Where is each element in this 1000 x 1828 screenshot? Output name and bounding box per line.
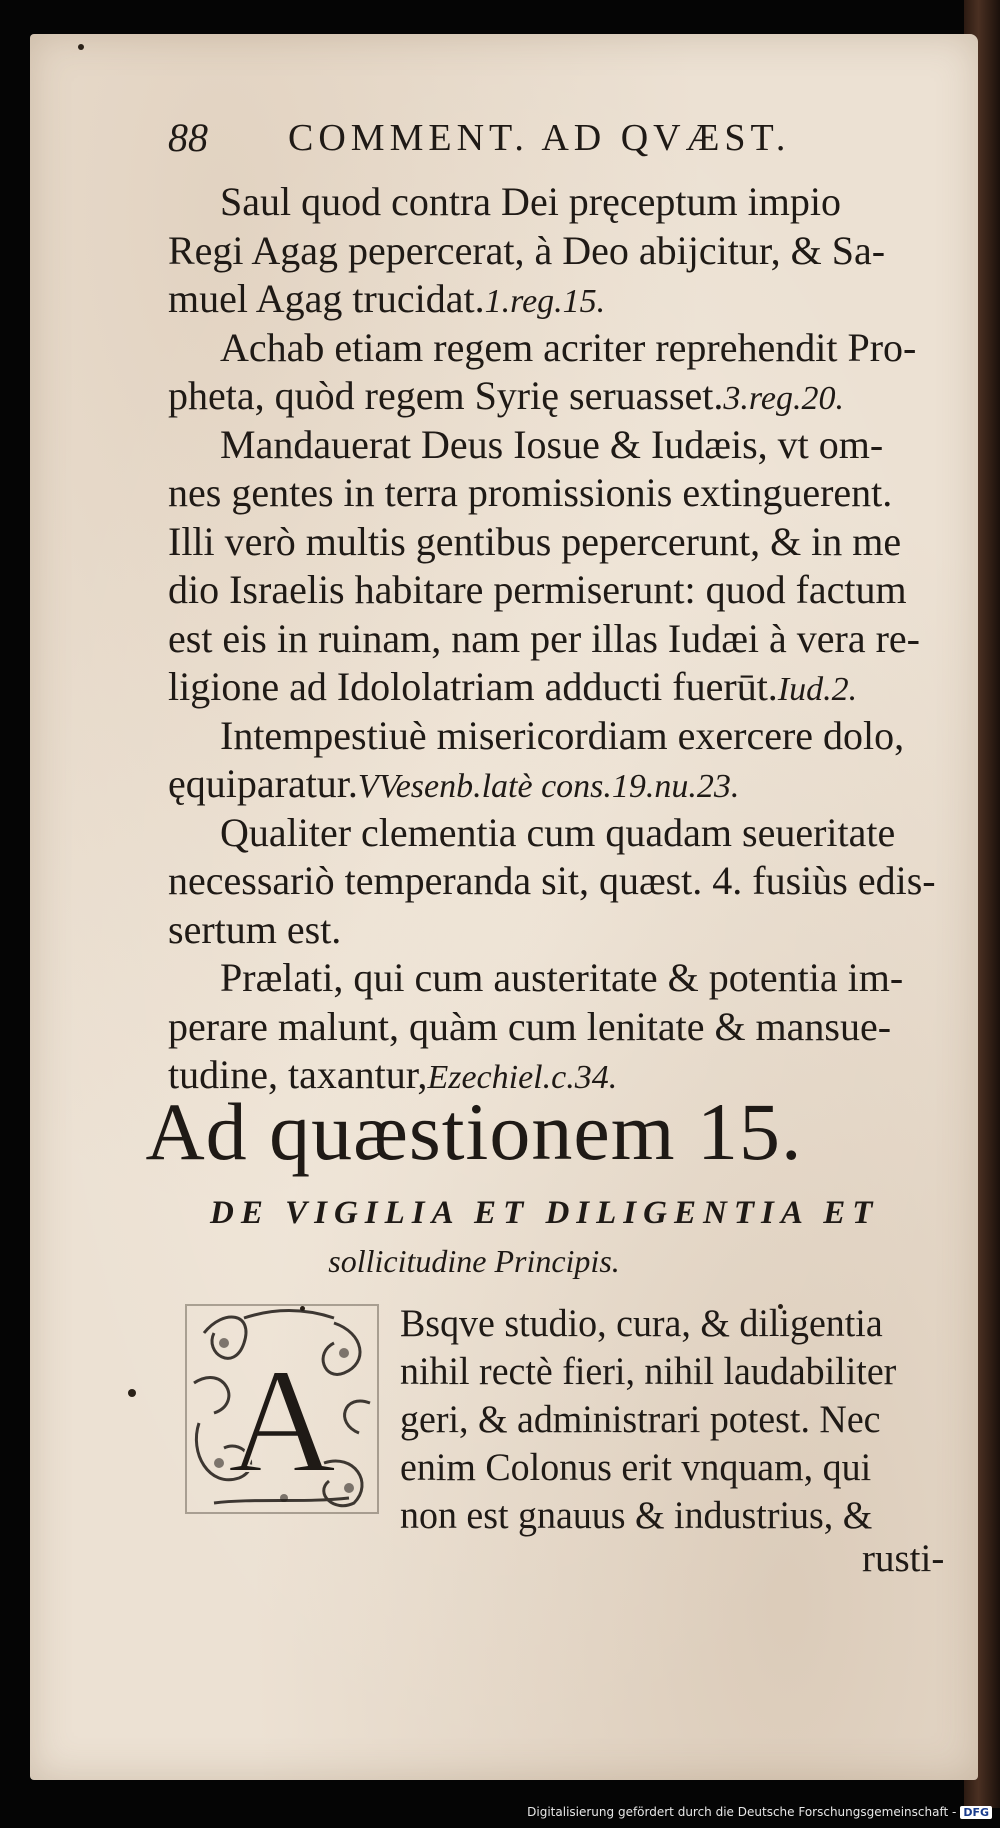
text-line	[168, 712, 948, 761]
line-text: muel Agag trucidat.	[168, 276, 485, 321]
text-line	[168, 663, 948, 712]
line-text: Saul quod contra Dei pręceptum impio	[220, 179, 841, 224]
line-text: Intempestiuè misericordiam exercere dolo,	[220, 712, 905, 758]
text-line	[168, 227, 948, 276]
line-text: Achab etiam regem acriter reprehendit Pro-	[220, 324, 917, 370]
text-line	[168, 1003, 948, 1052]
running-title: COMMENT. AD QVÆST.	[288, 117, 791, 159]
text-line	[168, 372, 948, 421]
line-text: dio Israelis habitare permiserunt: quod factum	[168, 567, 907, 612]
page-number: 88	[168, 115, 208, 160]
body-line: enim Colonus erit vnquam, qui	[400, 1446, 872, 1489]
chapter-body-text	[400, 1300, 960, 1540]
body-line: nihil rectè fieri, nihil laudabiliter	[400, 1350, 897, 1393]
body-line: Bsqve studio, cura, & diligentia	[400, 1302, 883, 1345]
text-line	[168, 469, 948, 518]
line-text: tudine, taxantur,	[168, 1052, 428, 1097]
text-line	[168, 615, 948, 664]
line-text: Mandauerat Deus Iosue & Iudæis, vt om-	[220, 421, 884, 467]
citation-reference: 1.reg.15.	[484, 283, 606, 320]
running-header	[168, 114, 848, 170]
line-text: sertum est.	[168, 906, 342, 952]
line-text: Qualiter clementia cum quadam seueritate	[220, 809, 896, 855]
ink-speck	[128, 1389, 136, 1397]
catchword: rusti-	[862, 1537, 945, 1580]
citation-reference: Iud.2.	[777, 671, 858, 708]
line-text: pheta, quòd regem Syrię seruasset.	[168, 373, 724, 418]
digitization-footer	[527, 1802, 992, 1822]
text-line	[168, 518, 948, 567]
line-text: perare malunt, quàm cum lenitate & mansue-	[168, 1003, 892, 1049]
section-subtitle-line-1: DE VIGILIA ET DILIGENTIA ET	[210, 1195, 880, 1231]
line-text: Illi verò multis gentibus pepercerunt, & in me	[168, 518, 902, 564]
ornament-initial-icon	[184, 1303, 380, 1515]
footer-credit: Digitalisierung gefördert durch die Deutsche Forschungsgemeinschaft -	[527, 1805, 957, 1819]
dfg-logo: DFG	[960, 1806, 992, 1819]
initial-letter-glyph: A	[227, 1338, 337, 1504]
text-line	[168, 857, 948, 906]
ink-speck	[78, 44, 84, 50]
text-line	[168, 178, 948, 227]
line-text: ligione ad Idololatriam adducti fuerūt.	[168, 664, 778, 709]
text-line	[168, 275, 948, 324]
text-line	[168, 809, 948, 858]
line-text: necessariò temperanda sit, quæst. 4. fusiùs edis-	[168, 858, 936, 903]
line-text: ęquiparatur.	[168, 761, 358, 806]
line-text: Regi Agag pepercerat, à Deo abijcitur, & Sa-	[168, 227, 886, 273]
line-text: est eis in ruinam, nam per illas Iudæi à vera re-	[168, 615, 920, 661]
decorated-initial-letter	[184, 1303, 380, 1515]
text-line	[168, 906, 948, 955]
text-line	[168, 566, 948, 615]
citation-reference: 3.reg.20.	[723, 380, 844, 417]
body-line: geri, & administrari potest. Nec	[400, 1398, 881, 1441]
section-title: Ad quæstionem 15.	[145, 1086, 803, 1177]
line-text: nes gentes in terra promissionis extinguerent.	[168, 470, 893, 515]
citation-reference: Ezechiel.c.34.	[427, 1059, 618, 1096]
commentary-text	[168, 178, 948, 1100]
text-line	[168, 760, 948, 809]
text-line	[168, 324, 948, 373]
citation-reference: VVesenb.latè cons.19.nu.23.	[357, 768, 740, 805]
body-line: non est gnauus & industrius, &	[400, 1494, 873, 1537]
text-line	[168, 421, 948, 470]
line-text: Prælati, qui cum austeritate & potentia im-	[220, 955, 904, 1000]
text-line	[168, 954, 948, 1003]
section-subtitle-line-2: sollicitudine Principis.	[328, 1243, 620, 1279]
